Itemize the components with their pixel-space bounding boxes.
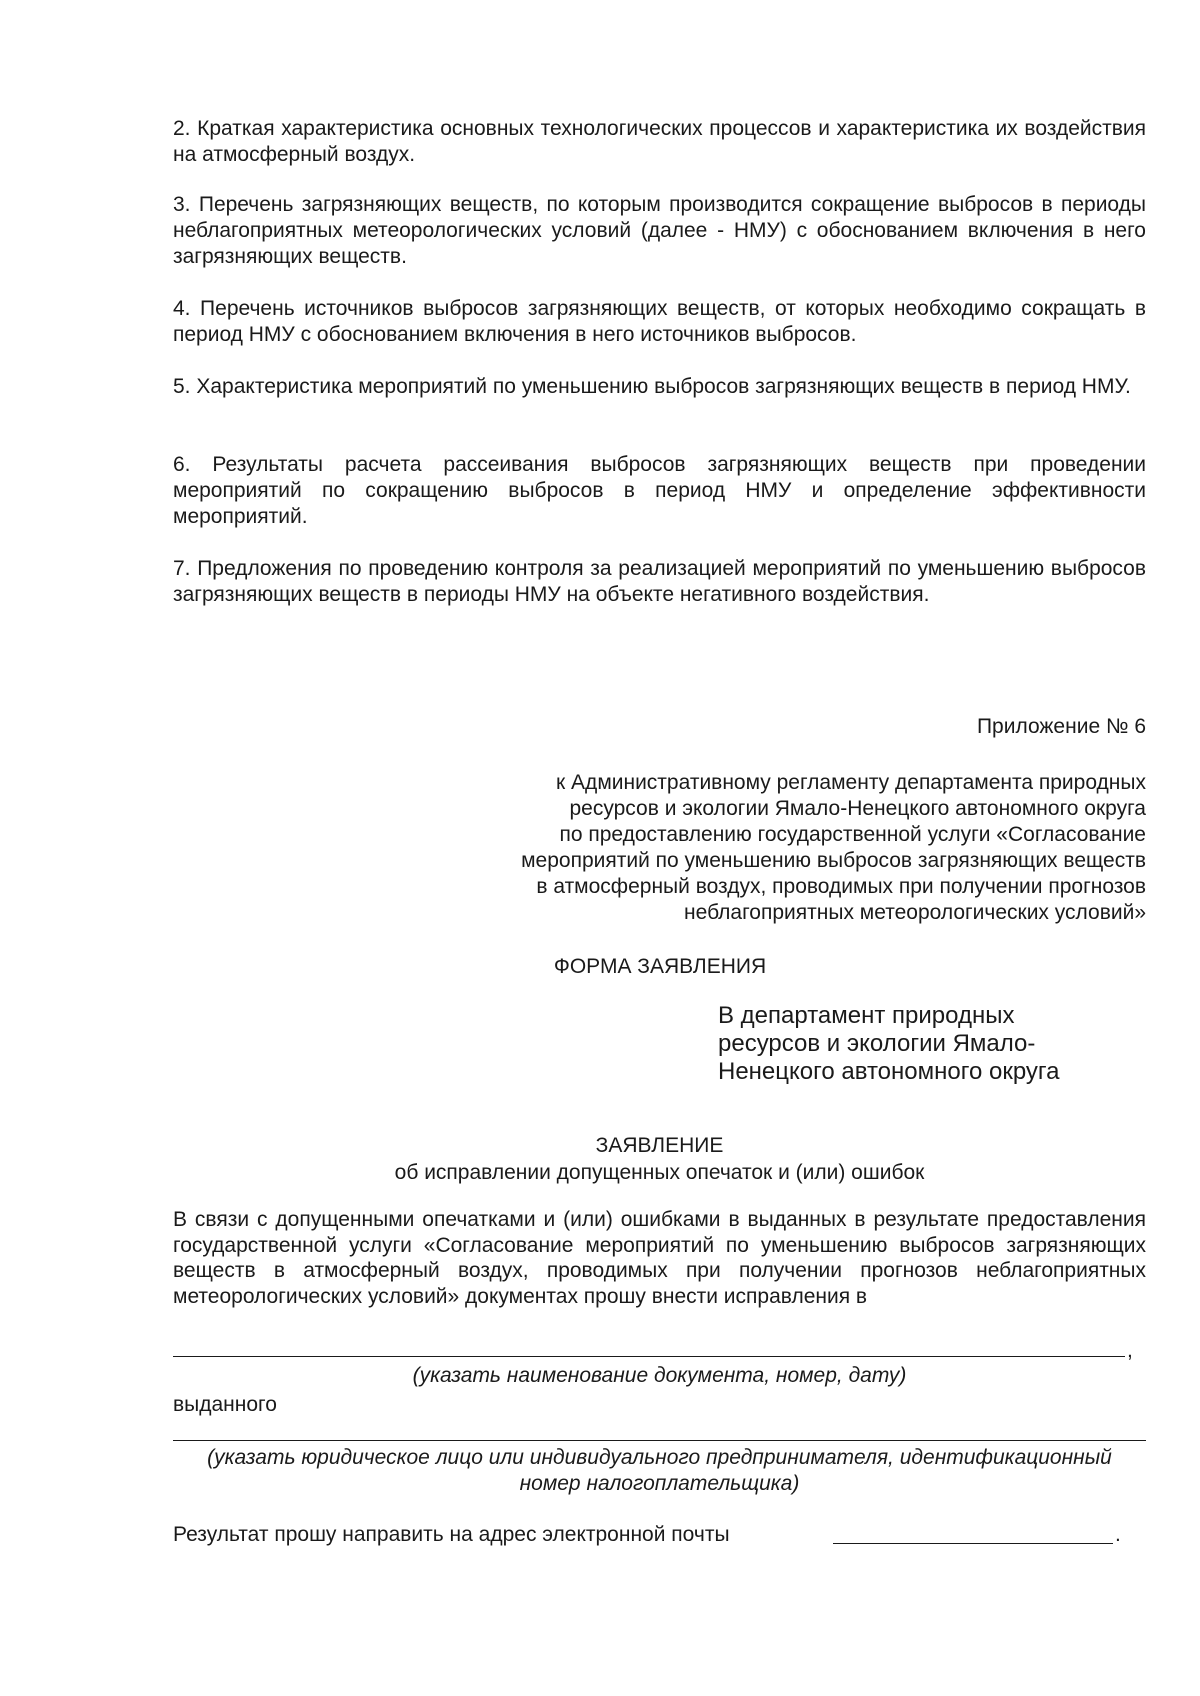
form-title: ФОРМА ЗАЯВЛЕНИЯ [553, 955, 767, 978]
result-email-label: Результат прошу направить на адрес электронной почты [173, 1523, 730, 1546]
list-item-2: 2. Краткая характеристика основных технологических процессов и характеристика их воздействия на атмосферный воздух. [173, 117, 1146, 166]
appendix-line: мероприятий по уменьшению выбросов загрязняющих веществ [521, 849, 1146, 872]
email-period: . [1115, 1523, 1121, 1546]
addressee-line: В департамент природных [718, 1002, 1015, 1029]
list-item-4: 4. Перечень источников выбросов загрязняющих веществ, от которых необходимо сокращать в период НМУ с обоснованием включения в него источников выбросов. [173, 297, 1146, 346]
appendix-line: по предоставлению государственной услуги «Согласование [559, 823, 1146, 846]
list-item-6: 6. Результаты расчета рассеивания выбросов загрязняющих веществ при проведении мероприятий по сокращению выбросов в период НМУ и определение эффективности мероприятий. [173, 453, 1146, 528]
statement-title: ЗАЯВЛЕНИЕ [595, 1134, 724, 1157]
addressee-line: Ненецкого автономного округа [718, 1058, 1060, 1085]
appendix-line: неблагоприятных метеорологических условий» [684, 901, 1146, 924]
list-item-3: 3. Перечень загрязняющих веществ, по которым производится сокращение выбросов в периоды неблагоприятных метеорологических условий (далее - НМУ) с обоснованием включения в него загрязняющих веществ. [173, 193, 1146, 268]
list-item-7: 7. Предложения по проведению контроля за реализацией мероприятий по уменьшению выбросов загрязняющих веществ в периоды НМУ на объекте негативного воздействия. [173, 557, 1146, 606]
hint-issuer [173, 1445, 1146, 1497]
addressee [718, 1002, 1148, 1086]
email-line [833, 1543, 1113, 1544]
appendix-title: Приложение № 6 [976, 715, 1146, 738]
appendix-line: в атмосферный воздух, проводимых при получении прогнозов [536, 875, 1146, 898]
hint-issuer-line-2: номер налогоплательщика) [519, 1472, 800, 1495]
issuer-line [173, 1440, 1146, 1441]
appendix-reference [521, 770, 1146, 926]
statement-body: В связи с допущенными опечатками и (или) ошибками в выданных в результате предоставления государственной услуги «Согласование мероприятий по уменьшению выбросов загрязняющих веществ в атмосферный воздух, проводимых при получении прогнозов неблагоприятных метеорологических условий» документах прошу внести исправления в [173, 1208, 1146, 1308]
hint-document: (указать наименование документа, номер, дату) [412, 1364, 907, 1387]
appendix-line: к Административному регламенту департамента природных [556, 771, 1146, 794]
statement-subtitle: об исправлении допущенных опечаток и (или) ошибок [394, 1161, 925, 1184]
appendix-line: ресурсов и экологии Ямало-Ненецкого автономного округа [569, 797, 1146, 820]
document-name-line [173, 1356, 1125, 1357]
list-item-5: 5. Характеристика мероприятий по уменьшению выбросов загрязняющих веществ в период НМУ. [173, 375, 1131, 398]
addressee-line: ресурсов и экологии Ямало- [718, 1030, 1036, 1057]
line-comma: , [1127, 1339, 1133, 1362]
issued-label: выданного [173, 1393, 277, 1416]
hint-issuer-line-1: (указать юридическое лицо или индивидуального предпринимателя, идентификационный [207, 1446, 1112, 1469]
